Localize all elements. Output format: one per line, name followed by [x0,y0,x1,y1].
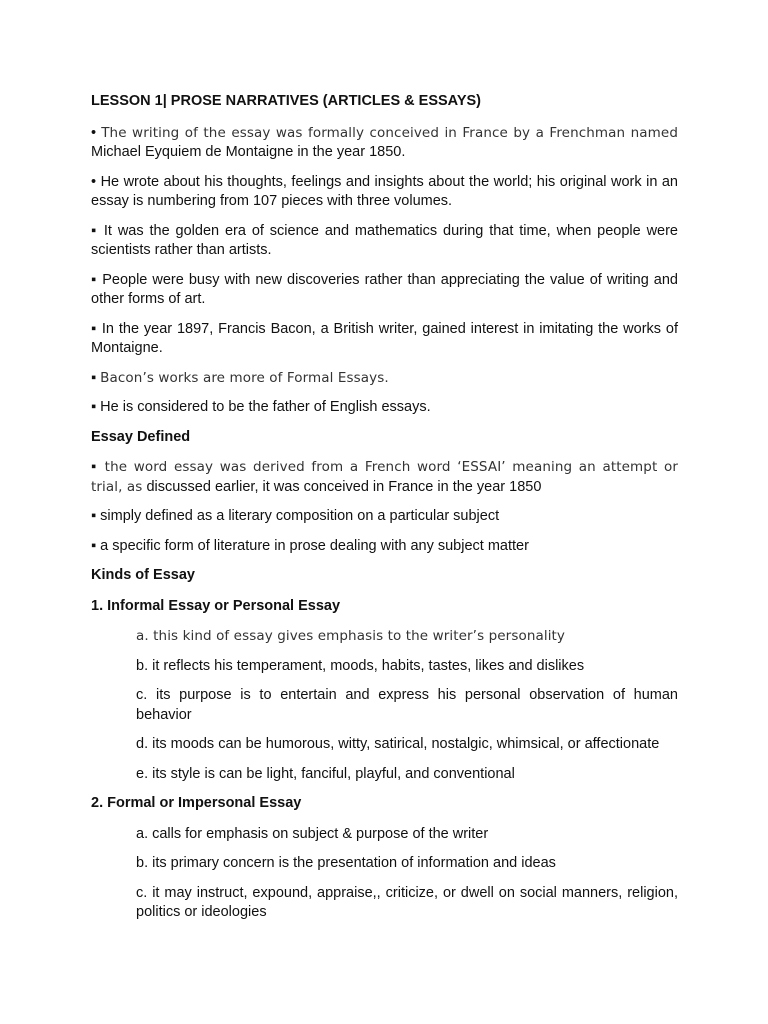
lesson-title: LESSON 1| PROSE NARRATIVES (ARTICLES & ESSAYS) [91,93,481,109]
definition-bullet-2: ▪ simply defined as a literary composition on a particular subject [91,508,500,524]
formal-essay-heading: 2. Formal or Impersonal Essay [91,795,302,811]
intro-bullet-4: ▪ People were busy with new discoveries rather than appreciating the value of writing and other forms of art. [91,271,678,307]
informal-item-d: d. its moods can be humorous, witty, satirical, nostalgic, whimsical, or affectionate [136,736,660,752]
kinds-of-essay-heading: Kinds of Essay [91,567,195,583]
formal-item-b: b. its primary concern is the presentation of information and ideas [136,855,556,871]
intro-bullet-3: ▪ It was the golden era of science and mathematics during that time, when people were scientists rather than artists. [91,222,678,258]
informal-item-e: e. its style is can be light, fanciful, playful, and conventional [136,765,515,782]
essay-defined-heading: Essay Defined [91,428,191,445]
informal-item-c: c. its purpose is to entertain and express his personal observation of human behavior [136,687,678,723]
intro-bullet-1: • The writing of the essay was formally conceived in France by a Frenchman named Michael Eyquiem de Montaigne in the year 1850. [91,124,679,160]
informal-item-b: b. it reflects his temperament, moods, habits, tastes, likes and dislikes [136,657,585,674]
informal-item-a: a. this kind of essay gives emphasis to the writer’s personality [136,628,566,644]
intro-bullet-6: ▪ Bacon’s works are more of Formal Essays. [91,369,389,386]
intro-bullet-5: ▪ In the year 1897, Francis Bacon, a British writer, gained interest in imitating the works of Montaigne. [91,320,679,356]
definition-bullet-1: ▪ the word essay was derived from a French word ‘ESSAI’ meaning an attempt or trial, as discussed earlier, it was conceived in France in the year 1850 [91,459,678,495]
informal-essay-heading: 1. Informal Essay or Personal Essay [91,597,341,614]
intro-bullet-7: ▪ He is considered to be the father of English essays. [91,399,431,415]
definition-bullet-3: ▪ a specific form of literature in prose dealing with any subject matter [91,537,529,554]
formal-item-c: c. it may instruct, expound, appraise,, criticize, or dwell on social manners, religion, politics or ideologies [136,884,678,920]
formal-item-a: a. calls for emphasis on subject & purpose of the writer [136,825,489,842]
intro-bullet-2: • He wrote about his thoughts, feelings and insights about the world; his original work in an essay is numbering from 107 pieces with three volumes. [91,173,678,209]
